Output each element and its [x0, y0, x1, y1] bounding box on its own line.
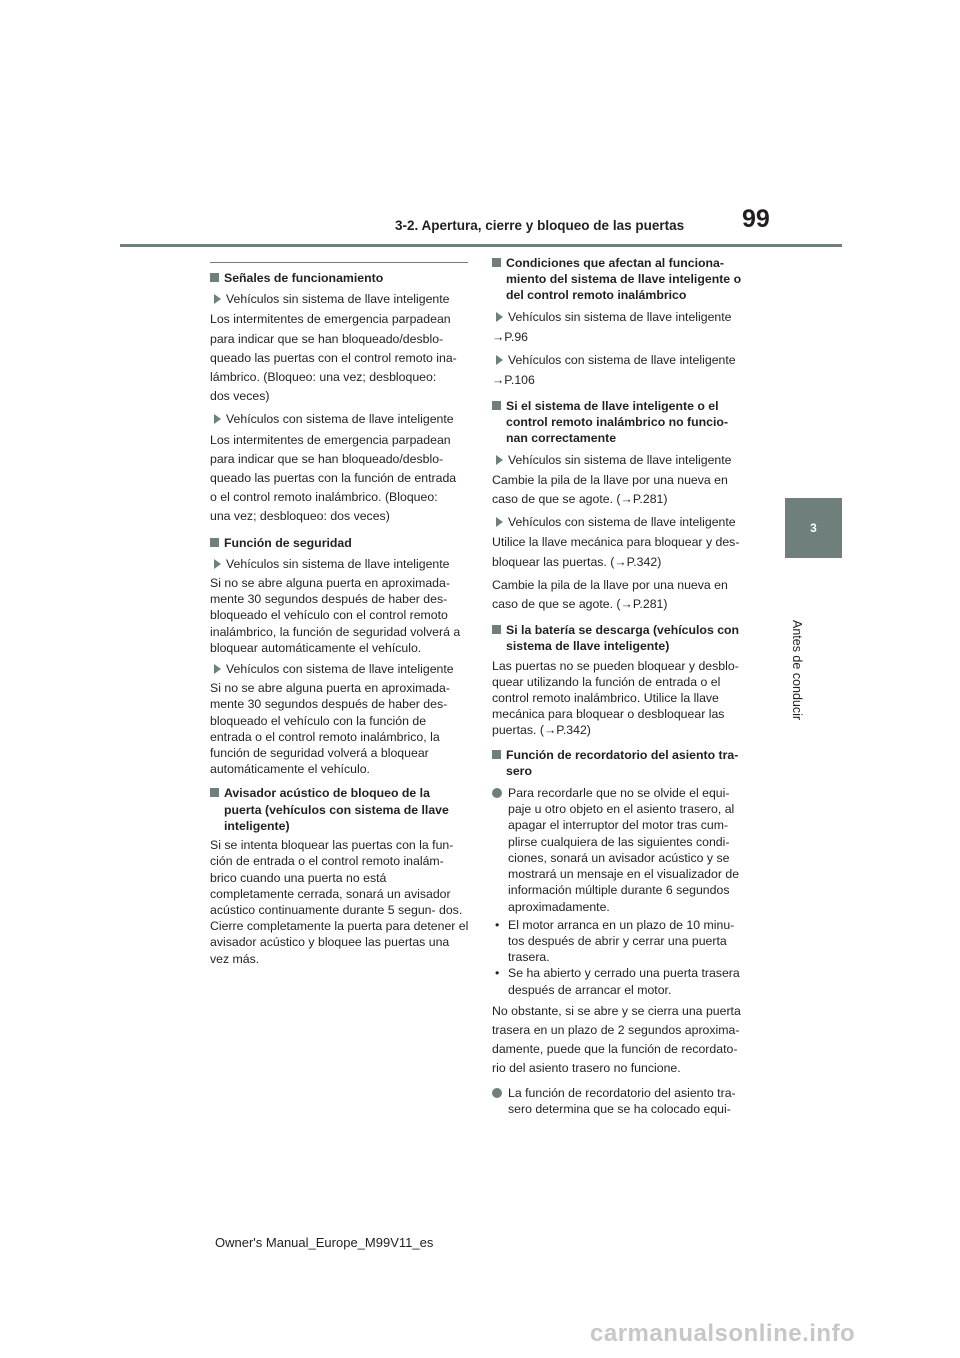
subheading: Vehículos sin sistema de llave inteligente: [492, 452, 752, 468]
subheading: Vehículos con sistema de llave inteligente: [210, 661, 470, 677]
heading-bateria: Si la batería se descarga (vehículos con sistema de llave inteligente): [492, 622, 752, 654]
heading-recordatorio: Función de recordatorio del asiento tra- sero: [492, 747, 752, 779]
section-title: 3-2. Apertura, cierre y bloqueo de las puertas: [395, 218, 685, 233]
paragraph: No obstante, si se abre y se cierra una puerta trasera en un plazo de 2 segundos aproxima- damente, puede que la función de recordato- rio del asiento trasero no funcione.: [492, 1003, 741, 1076]
paragraph: Utilice la llave mecánica para bloquear y des- bloquear las puertas. (→P.342): [492, 535, 740, 569]
chapter-label-text: Antes de conducir: [790, 620, 804, 721]
left-column: [210, 262, 470, 970]
heading-avisador-acustico: Avisador acústico de bloqueo de la puerta (vehículos con sistema de llave inteligente): [210, 785, 470, 834]
triangle-arrow-icon: [496, 517, 503, 527]
paragraph: Si no se abre alguna puerta en aproximada- mente 30 segundos después de haber des- bloqueado el vehículo con el control remoto inalámbrico, la función de seguridad volverá a bloquear automáticamente el vehículo.: [210, 576, 461, 655]
triangle-arrow-icon: [214, 414, 221, 424]
circle-bullet-icon: [492, 1088, 502, 1098]
header-rule: [120, 244, 842, 247]
subheading: Vehículos sin sistema de llave inteligente: [210, 291, 470, 307]
paragraph: Los intermitentes de emergencia parpadean para indicar que se han bloqueado/desblo- queado las puertas con la función de entrada o el control remoto inalámbrico. (Bloqueo: una vez; desbloqueo: dos veces): [210, 432, 457, 524]
list-item: La función de recordatorio del asiento tra- sero determina que se ha colocado equi-: [492, 1085, 752, 1117]
square-bullet-icon: [210, 788, 219, 797]
list-item: Para recordarle que no se olvide el equi- paje u otro objeto en el asiento trasero, al apagar el interruptor del motor tras cum- plirse cualquiera de las siguientes condi- ciones, sonará un avisador acústico y se mostrará un mensaje en el visualizador de información múltiple durante 6 segundos aproximadamente.: [492, 785, 752, 915]
circle-bullet-icon: [492, 788, 502, 798]
square-bullet-icon: [492, 750, 501, 759]
paragraph: Si se intenta bloquear las puertas con la fun- ción de entrada o el control remoto inalám- brico cuando una puerta no está completamente cerrada, sonará un avisador acústico continuamente durante 5 segun- dos. Cierre completamente la puerta para detener el avisador acústico y bloquee las puertas una vez más.: [210, 838, 469, 966]
list-item: • Se ha abierto y cerrado una puerta trasera después de arrancar el motor.: [495, 966, 740, 997]
triangle-arrow-icon: [214, 559, 221, 569]
chapter-number: 3: [810, 521, 817, 535]
paragraph: Las puertas no se pueden bloquear y desblo- quear utilizando la función de entrada o el control remoto inalámbrico. Utilice la llave mecánica para bloquear o desbloquear las puertas. (→P.342): [492, 658, 739, 738]
subheading: Vehículos con sistema de llave inteligente: [210, 411, 470, 427]
paragraph: Los intermitentes de emergencia parpadean para indicar que se han bloqueado/desblo- queado las puertas con el control remoto ina- lámbrico. (Bloqueo: una vez; desbloqueo: dos veces): [210, 312, 457, 404]
right-column: [492, 255, 752, 1119]
heading-condiciones: Condiciones que afectan al funciona- miento del sistema de llave inteligente o del control remoto inalámbrico: [492, 255, 752, 304]
heading-senales: Señales de funcionamiento: [210, 270, 470, 286]
list-item: • El motor arranca en un plazo de 10 minu- tos después de abrir y cerrar una puerta trasera.: [495, 917, 735, 965]
dot-bullet-icon: •: [495, 917, 500, 932]
page-reference[interactable]: →P.96: [492, 329, 529, 344]
subheading: Vehículos sin sistema de llave inteligente: [210, 556, 470, 572]
triangle-arrow-icon: [496, 355, 503, 365]
square-bullet-icon: [492, 625, 501, 634]
heading-no-funcionan: Si el sistema de llave inteligente o el control remoto inalámbrico no funcio- nan correctamente: [492, 398, 752, 447]
triangle-arrow-icon: [214, 664, 221, 674]
page-number: 99: [742, 205, 770, 233]
paragraph: Cambie la pila de la llave por una nueva en caso de que se agote. (→P.281): [492, 577, 728, 612]
paragraph: Si no se abre alguna puerta en aproximada- mente 30 segundos después de haber des- bloqueado el vehículo con la función de entrada o el control remoto inalámbrico, la función de seguridad volverá a bloquear automáticamente el vehículo.: [210, 681, 450, 777]
square-bullet-icon: [210, 538, 219, 547]
triangle-arrow-icon: [496, 455, 503, 465]
heading-funcion-seguridad: Función de seguridad: [210, 535, 470, 551]
paragraph: Cambie la pila de la llave por una nueva en caso de que se agote. (→P.281): [492, 472, 728, 507]
subheading: Vehículos con sistema de llave inteligente: [492, 352, 752, 368]
chapter-tab[interactable]: [785, 498, 842, 558]
subheading: Vehículos con sistema de llave inteligente: [492, 514, 752, 530]
dot-bullet-icon: •: [495, 966, 500, 981]
triangle-arrow-icon: [496, 312, 503, 322]
square-bullet-icon: [492, 401, 501, 410]
triangle-arrow-icon: [214, 294, 221, 304]
subheading: Vehículos sin sistema de llave inteligente: [492, 309, 752, 325]
square-bullet-icon: [210, 273, 219, 282]
page-reference[interactable]: →P.106: [492, 373, 535, 388]
manual-id: Owner's Manual_Europe_M99V11_es: [215, 1235, 434, 1250]
square-bullet-icon: [492, 258, 501, 267]
watermark: carmanualsonline.info: [590, 1320, 856, 1347]
